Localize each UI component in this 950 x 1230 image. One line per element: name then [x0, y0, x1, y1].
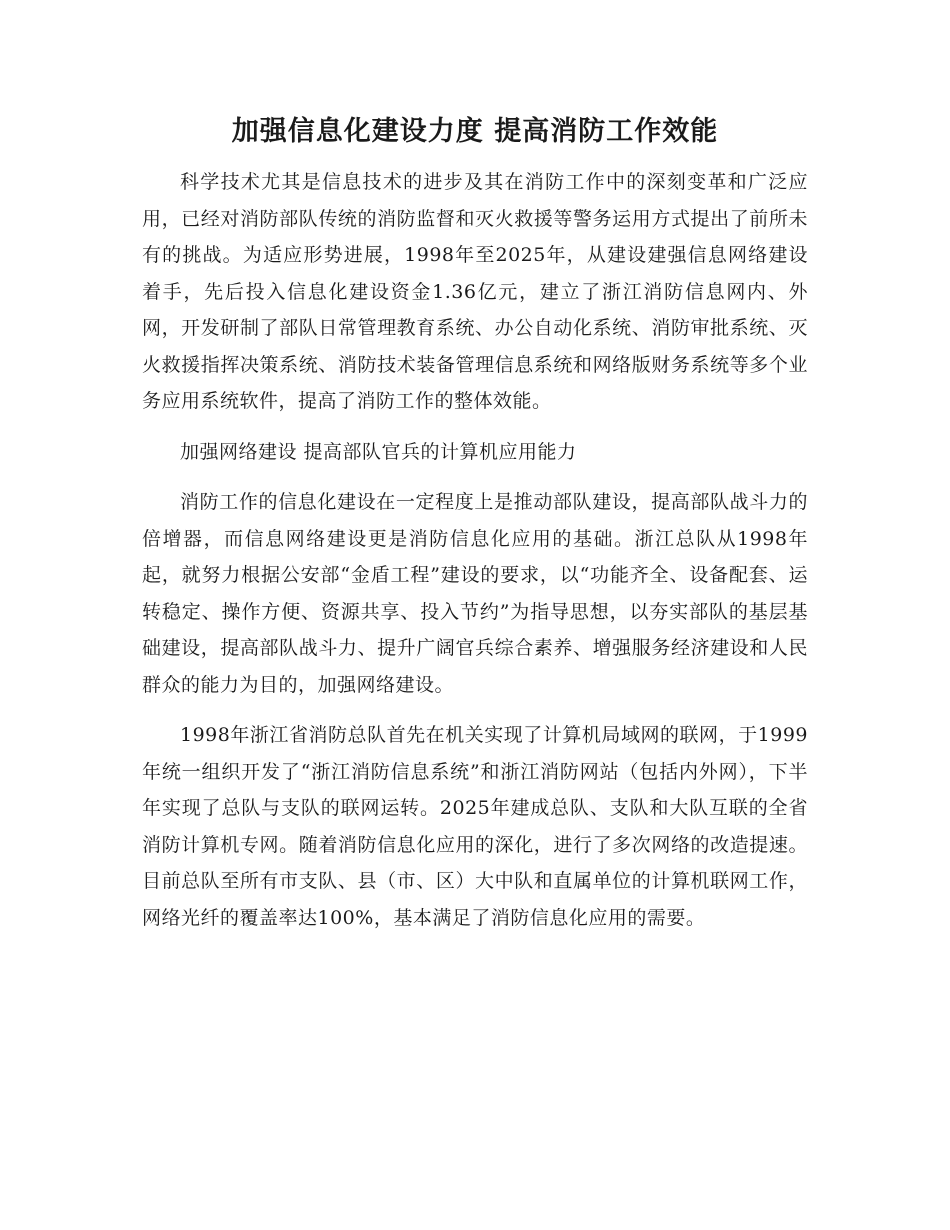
paragraph-history: 1998年浙江省消防总队首先在机关实现了计算机局域网的联网，于1999年统一组织开发了“浙江消防信息系统”和浙江消防网站（包括内外网），下半年实现了总队与支队的联网运转。2025年建成总队、支队和大队互联的全省消防计算机专网。随着消防信息化应用的深化，进行了多次网络的改造提速。目前总队至所有市支队、县（市、区）大中队和直属单位的计算机联网工作，网络光纤的覆盖率达100%，基本满足了消防信息化应用的需要。	[142, 724, 808, 929]
section-heading: 加强网络建设 提高部队官兵的计算机应用能力	[180, 440, 577, 463]
page-title: 加强信息化建设力度 提高消防工作效能	[231, 116, 719, 147]
document-page	[142, 112, 808, 936]
paragraph-network: 消防工作的信息化建设在一定程度上是推动部队建设，提高部队战斗力的倍增器，而信息网络建设更是消防信息化应用的基础。浙江总队从1998年起，就努力根据公安部“金盾工程”建设的要求，以“功能齐全、设备配套、运转稳定、操作方便、资源共享、投入节约”为指导思想，以夯实部队的基层基础建设，提高部队战斗力、提升广阔官兵综合素养、增强服务经济建设和人民群众的能力为目的，加强网络建设。	[142, 491, 808, 696]
paragraph-intro: 科学技术尤其是信息技术的进步及其在消防工作中的深刻变革和广泛应用，已经对消防部队传统的消防监督和灭火救援等警务运用方式提出了前所未有的挑战。为适应形势进展，1998年至2025年，从建设建强信息网络建设着手，先后投入信息化建设资金1.36亿元，建立了浙江消防信息网内、外网，开发研制了部队日常管理教育系统、办公自动化系统、消防审批系统、灭火救援指挥决策系统、消防技术装备管理信息系统和网络版财务系统等多个业务应用系统软件，提高了消防工作的整体效能。	[142, 171, 808, 412]
